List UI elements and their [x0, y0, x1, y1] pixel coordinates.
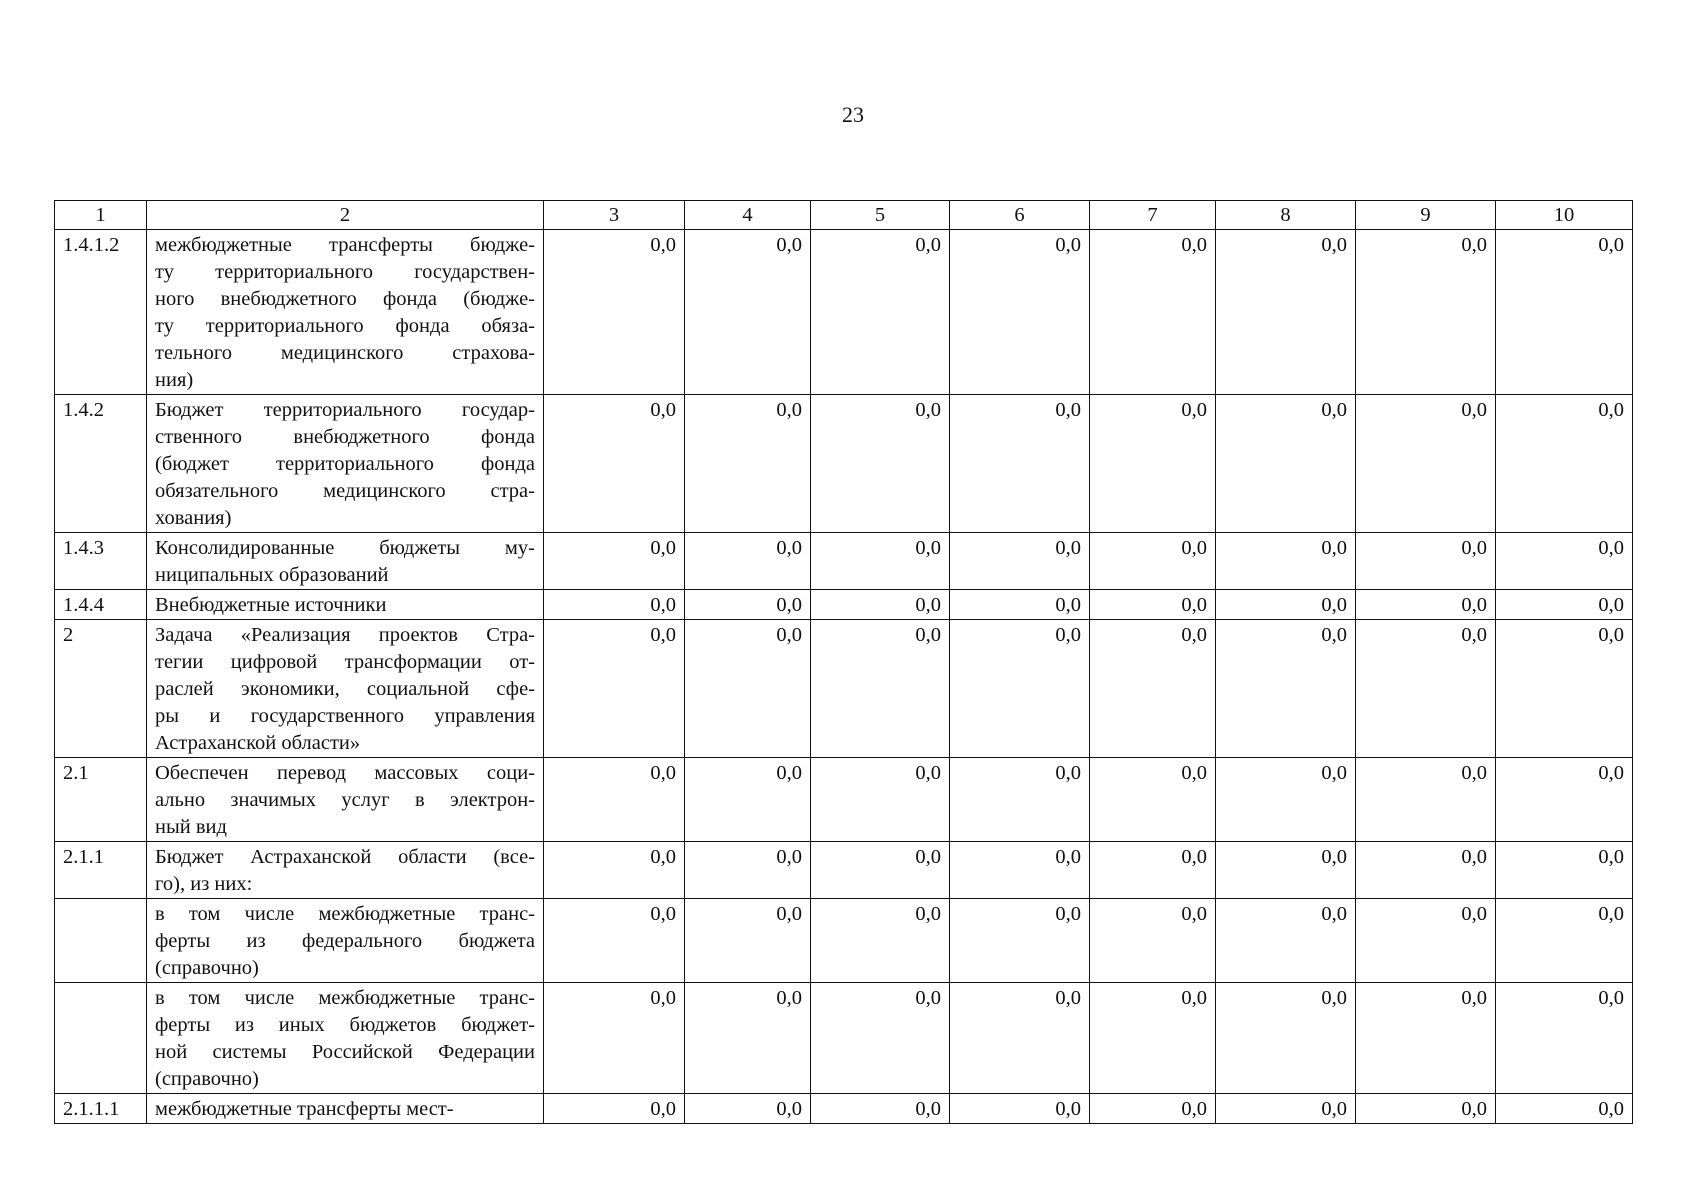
value-cell-col-7: 0,0	[1090, 533, 1216, 590]
column-header-7: 7	[1090, 201, 1216, 230]
column-header-2: 2	[147, 201, 544, 230]
description-line: тегии цифровой трансформации от-	[155, 651, 535, 673]
value-cell-col-5: 0,0	[811, 983, 950, 1094]
value-cell-col-4: 0,0	[685, 620, 811, 758]
description-line: Бюджет территориального государ-	[155, 399, 535, 421]
description-line: межбюджетные трансферты мест-	[155, 1098, 454, 1120]
value-cell-col-10: 0,0	[1496, 533, 1633, 590]
value-cell-col-9: 0,0	[1356, 1094, 1496, 1124]
value-cell-col-5: 0,0	[811, 395, 950, 533]
value-cell-col-5: 0,0	[811, 899, 950, 983]
row-description	[147, 620, 544, 758]
description-line: (справочно)	[155, 1068, 259, 1090]
value-cell-col-5: 0,0	[811, 1094, 950, 1124]
table-row	[55, 1094, 1633, 1124]
column-header-6: 6	[950, 201, 1090, 230]
value-cell-col-6: 0,0	[950, 620, 1090, 758]
description-line: ферты из иных бюджетов бюджет-	[155, 1014, 535, 1036]
description-line: ту территориального государствен-	[155, 261, 535, 283]
value-cell-col-6: 0,0	[950, 395, 1090, 533]
value-cell-col-6: 0,0	[950, 1094, 1090, 1124]
value-cell-col-8: 0,0	[1216, 1094, 1356, 1124]
row-description	[147, 395, 544, 533]
value-cell-col-9: 0,0	[1356, 590, 1496, 620]
value-cell-col-5: 0,0	[811, 842, 950, 899]
value-cell-col-8: 0,0	[1216, 899, 1356, 983]
value-cell-col-10: 0,0	[1496, 590, 1633, 620]
row-description	[147, 842, 544, 899]
value-cell-col-3: 0,0	[544, 590, 685, 620]
description-line: ный вид	[155, 816, 227, 838]
table-row	[55, 590, 1633, 620]
value-cell-col-7: 0,0	[1090, 842, 1216, 899]
row-description	[147, 533, 544, 590]
value-cell-col-4: 0,0	[685, 842, 811, 899]
value-cell-col-4: 0,0	[685, 1094, 811, 1124]
value-cell-col-3: 0,0	[544, 1094, 685, 1124]
value-cell-col-7: 0,0	[1090, 590, 1216, 620]
description-line: ниципальных образований	[155, 564, 389, 586]
row-code: 1.4.2	[55, 395, 147, 533]
description-line: раслей экономики, социальной сфе-	[155, 678, 535, 700]
value-cell-col-9: 0,0	[1356, 395, 1496, 533]
value-cell-col-6: 0,0	[950, 230, 1090, 395]
value-cell-col-3: 0,0	[544, 899, 685, 983]
value-cell-col-9: 0,0	[1356, 842, 1496, 899]
table-row	[55, 983, 1633, 1094]
value-cell-col-3: 0,0	[544, 983, 685, 1094]
column-header-5: 5	[811, 201, 950, 230]
value-cell-col-5: 0,0	[811, 230, 950, 395]
row-description	[147, 758, 544, 842]
value-cell-col-4: 0,0	[685, 395, 811, 533]
value-cell-col-10: 0,0	[1496, 983, 1633, 1094]
value-cell-col-10: 0,0	[1496, 842, 1633, 899]
value-cell-col-10: 0,0	[1496, 395, 1633, 533]
value-cell-col-6: 0,0	[950, 533, 1090, 590]
row-code: 1.4.4	[55, 590, 147, 620]
value-cell-col-9: 0,0	[1356, 758, 1496, 842]
value-cell-col-6: 0,0	[950, 983, 1090, 1094]
value-cell-col-9: 0,0	[1356, 620, 1496, 758]
description-line: ственного внебюджетного фонда	[155, 426, 535, 448]
description-line: (справочно)	[155, 957, 259, 979]
description-line: обязательного медицинского стра-	[155, 480, 535, 502]
value-cell-col-5: 0,0	[811, 620, 950, 758]
row-code: 1.4.1.2	[55, 230, 147, 395]
value-cell-col-3: 0,0	[544, 395, 685, 533]
value-cell-col-9: 0,0	[1356, 533, 1496, 590]
value-cell-col-3: 0,0	[544, 842, 685, 899]
description-line: Обеспечен перевод массовых соци-	[155, 762, 535, 784]
value-cell-col-3: 0,0	[544, 230, 685, 395]
value-cell-col-4: 0,0	[685, 230, 811, 395]
table-row	[55, 899, 1633, 983]
table-row	[55, 620, 1633, 758]
value-cell-col-4: 0,0	[685, 533, 811, 590]
value-cell-col-8: 0,0	[1216, 230, 1356, 395]
row-description	[147, 590, 544, 620]
value-cell-col-7: 0,0	[1090, 983, 1216, 1094]
value-cell-col-3: 0,0	[544, 620, 685, 758]
row-code	[55, 983, 147, 1094]
description-line: Консолидированные бюджеты му-	[155, 537, 535, 559]
row-code: 2.1.1.1	[55, 1094, 147, 1124]
budget-table	[54, 200, 1633, 1124]
table-row	[55, 395, 1633, 533]
column-header-10: 10	[1496, 201, 1633, 230]
value-cell-col-7: 0,0	[1090, 758, 1216, 842]
value-cell-col-8: 0,0	[1216, 395, 1356, 533]
value-cell-col-8: 0,0	[1216, 590, 1356, 620]
row-description	[147, 1094, 544, 1124]
value-cell-col-4: 0,0	[685, 983, 811, 1094]
value-cell-col-5: 0,0	[811, 758, 950, 842]
value-cell-col-9: 0,0	[1356, 899, 1496, 983]
value-cell-col-8: 0,0	[1216, 620, 1356, 758]
column-header-3: 3	[544, 201, 685, 230]
value-cell-col-6: 0,0	[950, 842, 1090, 899]
description-line: ту территориального фонда обяза-	[155, 315, 535, 337]
value-cell-col-3: 0,0	[544, 758, 685, 842]
value-cell-col-6: 0,0	[950, 899, 1090, 983]
row-code	[55, 899, 147, 983]
value-cell-col-9: 0,0	[1356, 230, 1496, 395]
value-cell-col-8: 0,0	[1216, 758, 1356, 842]
value-cell-col-7: 0,0	[1090, 899, 1216, 983]
value-cell-col-10: 0,0	[1496, 230, 1633, 395]
value-cell-col-3: 0,0	[544, 533, 685, 590]
row-code: 2.1.1	[55, 842, 147, 899]
description-line: ры и государственного управления	[155, 705, 535, 727]
description-line: межбюджетные трансферты бюдже-	[155, 234, 535, 256]
row-description	[147, 899, 544, 983]
description-line: (бюджет территориального фонда	[155, 453, 535, 475]
value-cell-col-8: 0,0	[1216, 533, 1356, 590]
value-cell-col-8: 0,0	[1216, 983, 1356, 1094]
description-line: ферты из федерального бюджета	[155, 930, 535, 952]
value-cell-col-5: 0,0	[811, 533, 950, 590]
table-body	[55, 230, 1633, 1124]
value-cell-col-4: 0,0	[685, 899, 811, 983]
table-row	[55, 842, 1633, 899]
value-cell-col-10: 0,0	[1496, 758, 1633, 842]
row-code: 2.1	[55, 758, 147, 842]
description-line: в том числе межбюджетные транс-	[155, 987, 535, 1009]
value-cell-col-7: 0,0	[1090, 230, 1216, 395]
value-cell-col-4: 0,0	[685, 590, 811, 620]
table-row	[55, 533, 1633, 590]
description-line: хования)	[155, 507, 232, 529]
description-line: Астраханской области»	[155, 732, 361, 754]
table-row	[55, 758, 1633, 842]
description-line: ного внебюджетного фонда (бюдже-	[155, 288, 535, 310]
column-header-8: 8	[1216, 201, 1356, 230]
description-line: го), из них:	[155, 873, 253, 895]
column-header-1: 1	[55, 201, 147, 230]
description-line: тельного медицинского страхова-	[155, 342, 535, 364]
column-header-4: 4	[685, 201, 811, 230]
value-cell-col-5: 0,0	[811, 590, 950, 620]
table-header-row	[55, 201, 1633, 230]
value-cell-col-6: 0,0	[950, 758, 1090, 842]
value-cell-col-10: 0,0	[1496, 899, 1633, 983]
value-cell-col-8: 0,0	[1216, 842, 1356, 899]
description-line: Задача «Реализация проектов Стра-	[155, 624, 535, 646]
row-description	[147, 983, 544, 1094]
value-cell-col-7: 0,0	[1090, 1094, 1216, 1124]
row-description	[147, 230, 544, 395]
value-cell-col-10: 0,0	[1496, 620, 1633, 758]
value-cell-col-9: 0,0	[1356, 983, 1496, 1094]
value-cell-col-7: 0,0	[1090, 620, 1216, 758]
column-header-9: 9	[1356, 201, 1496, 230]
description-line: ально значимых услуг в электрон-	[155, 789, 535, 811]
description-line: Внебюджетные источники	[155, 594, 387, 616]
description-line: в том числе межбюджетные транс-	[155, 903, 535, 925]
value-cell-col-6: 0,0	[950, 590, 1090, 620]
description-line: ной системы Российской Федерации	[155, 1041, 535, 1063]
value-cell-col-7: 0,0	[1090, 395, 1216, 533]
row-code: 2	[55, 620, 147, 758]
value-cell-col-10: 0,0	[1496, 1094, 1633, 1124]
description-line: Бюджет Астраханской области (все-	[155, 846, 535, 868]
page-number: 23	[842, 102, 864, 127]
description-line: ния)	[155, 369, 194, 391]
table-row	[55, 230, 1633, 395]
row-code: 1.4.3	[55, 533, 147, 590]
value-cell-col-4: 0,0	[685, 758, 811, 842]
